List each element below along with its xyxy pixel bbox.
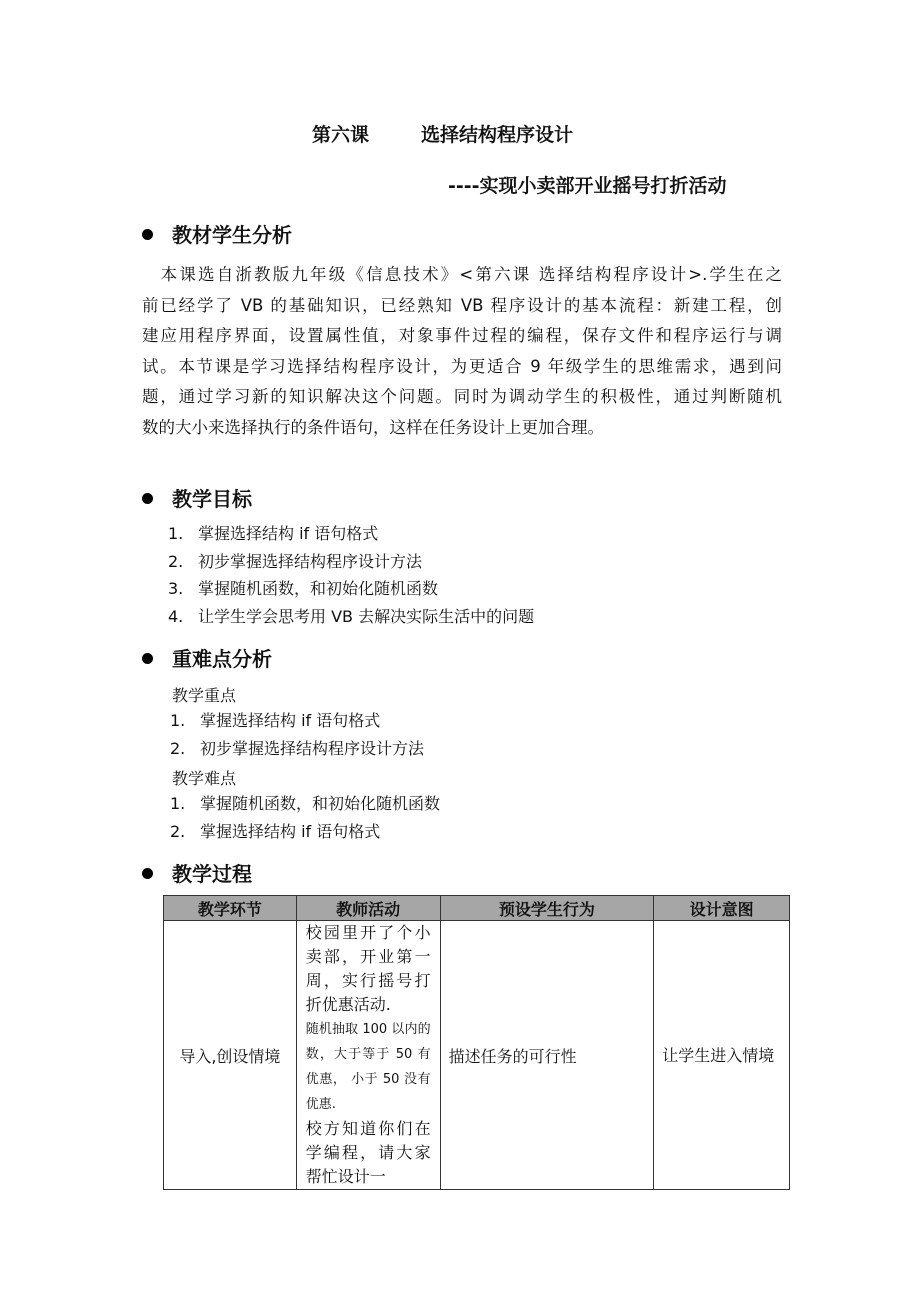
key-label: 教学重点 bbox=[172, 686, 237, 705]
lesson-name: 选择结构程序设计 bbox=[421, 124, 574, 146]
list-text: 掌握随机函数，和初始化随机函数 bbox=[198, 579, 439, 598]
lesson-title bbox=[312, 120, 573, 147]
difficulty-label: 教学难点 bbox=[172, 769, 237, 788]
paragraph-line: 前已经学了 VB 的基础知识，已经熟知 VB 程序设计的基本流程：新建工程，创 bbox=[142, 295, 782, 315]
column-header: 教学环节 bbox=[164, 896, 297, 921]
table-row bbox=[164, 921, 790, 1190]
list-text: 掌握选择结构 if 语句格式 bbox=[200, 821, 381, 841]
list-item bbox=[168, 520, 534, 548]
list-text: 掌握随机函数，和初始化随机函数 bbox=[200, 794, 441, 813]
list-item bbox=[170, 707, 424, 735]
list-number: 1. bbox=[170, 794, 186, 813]
table-header-row bbox=[164, 896, 790, 921]
paragraph-line: 建应用程序界面，设置属性值，对象事件过程的编程，保存文件和程序运行与调 bbox=[142, 326, 782, 345]
list-item bbox=[168, 548, 534, 576]
paragraph-line: 题，通过学习新的知识解决这个问题。同时为调动学生的积极性，通过判断随机 bbox=[142, 387, 782, 406]
section-heading-text: 教学目标 bbox=[172, 487, 252, 511]
section-heading-text: 教材学生分析 bbox=[172, 223, 292, 247]
paragraph-line: 试。本节课是学习选择结构程序设计，为更适合 9 年级学生的思维需求，遇到问 bbox=[142, 356, 782, 376]
list-text: 掌握选择结构 if 语句格式 bbox=[198, 524, 379, 543]
section-heading-process bbox=[142, 858, 252, 887]
key-list bbox=[170, 707, 424, 762]
column-header: 教师活动 bbox=[296, 896, 440, 921]
paragraph-line: 数的大小来选择执行的条件语句，这样在任务设计上更加合理。 bbox=[142, 417, 604, 437]
list-item bbox=[170, 735, 424, 763]
list-number: 4. bbox=[168, 606, 184, 626]
stage-cell: 导入,创设情境 bbox=[164, 921, 297, 1190]
bullet-icon bbox=[142, 868, 153, 879]
list-text: 初步掌握选择结构程序设计方法 bbox=[198, 551, 423, 571]
list-number: 3. bbox=[168, 579, 184, 598]
list-item bbox=[168, 603, 534, 631]
list-text: 初步掌握选择结构程序设计方法 bbox=[200, 738, 425, 758]
lesson-subtitle: ----实现小卖部开业摇号打折活动 bbox=[448, 175, 727, 197]
student-behavior-cell: 描述任务的可行性 bbox=[440, 921, 654, 1190]
list-item bbox=[168, 575, 534, 603]
section-heading-goals bbox=[142, 483, 252, 512]
difficulty-list bbox=[170, 790, 440, 845]
teacher-activity-text: 校方知道你们在学编程，请大家帮忙设计一 bbox=[305, 1119, 431, 1186]
lesson-number: 第六课 bbox=[312, 124, 370, 146]
section-heading-text: 教学过程 bbox=[172, 862, 252, 886]
bullet-icon bbox=[142, 493, 153, 504]
goals-list bbox=[168, 520, 534, 630]
process-table bbox=[163, 895, 790, 1190]
list-text: 让学生学会思考用 VB 去解决实际生活中的问题 bbox=[198, 606, 535, 626]
list-number: 2. bbox=[168, 551, 184, 571]
bullet-icon bbox=[142, 653, 153, 664]
list-item bbox=[170, 818, 440, 846]
teacher-activity-cell bbox=[296, 921, 440, 1190]
list-number: 1. bbox=[170, 711, 186, 730]
list-number: 1. bbox=[168, 524, 184, 543]
list-item bbox=[170, 790, 440, 818]
paragraph-line: 本课选自浙教版九年级《信息技术》<第六课 选择结构程序设计>.学生在之 bbox=[142, 265, 782, 284]
column-header: 预设学生行为 bbox=[440, 896, 654, 921]
analysis-paragraph bbox=[142, 260, 782, 443]
teacher-activity-text: 校园里开了个小卖部，开业第一周，实行摇号打折优惠活动. bbox=[305, 923, 431, 1014]
section-heading-analysis bbox=[142, 219, 292, 248]
list-text: 掌握选择结构 if 语句格式 bbox=[200, 711, 381, 730]
list-number: 2. bbox=[170, 821, 186, 841]
teacher-activity-text: 随机抽取 100 以内的数，大于等于 50 有优惠， 小于 50 没有优惠. bbox=[305, 1022, 431, 1112]
section-heading-keypoints bbox=[142, 643, 272, 672]
bullet-icon bbox=[142, 229, 153, 240]
section-heading-text: 重难点分析 bbox=[172, 647, 272, 671]
column-header: 设计意图 bbox=[654, 896, 790, 921]
list-number: 2. bbox=[170, 738, 186, 758]
design-intent-cell: 让学生进入情境 bbox=[654, 921, 790, 1190]
